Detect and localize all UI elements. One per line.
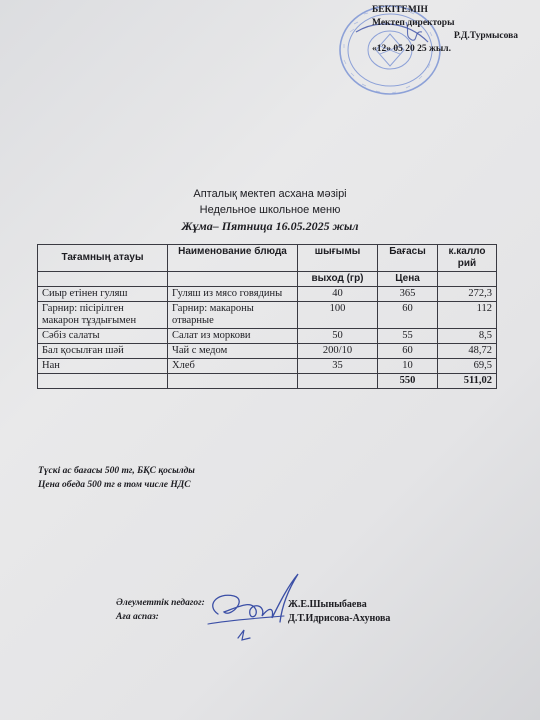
header-kz-name: Тағамның атауы (38, 245, 168, 272)
dish-ru: Чай с медом (168, 344, 298, 359)
table-row (38, 302, 497, 329)
approval-position: Мектеп директоры (372, 18, 455, 28)
dish-kz: Нан (38, 359, 168, 374)
total-empty-1 (38, 374, 168, 389)
name-senior-cook: Д.Т.Идрисова-Ахунова (288, 613, 391, 624)
dish-price: 55 (378, 329, 438, 344)
header-kcal: к.калло рий (438, 245, 497, 272)
dish-kz: Гарнир: пісірілген макарон тұздығымен (38, 302, 168, 329)
dish-ru: Гуляш из мясо говядины (168, 287, 298, 302)
dish-price: 365 (378, 287, 438, 302)
price-note-kz: Түскі ас бағасы 500 тг, БҚС қосылды (38, 466, 195, 476)
dish-price: 10 (378, 359, 438, 374)
subheader-output: выход (гр) (298, 272, 378, 287)
dish-kz: Сиыр етінен гуляш (38, 287, 168, 302)
signature-roles (116, 596, 205, 624)
table-row (38, 359, 497, 374)
menu-table (37, 244, 497, 389)
dish-output: 50 (298, 329, 378, 344)
price-note-ru: Цена обеда 500 тг в том числе НДС (38, 480, 191, 490)
total-empty-2 (168, 374, 298, 389)
approval-title: БЕКІТЕМІН (372, 5, 428, 15)
dish-output: 35 (298, 359, 378, 374)
dish-output: 200/10 (298, 344, 378, 359)
table-subheader-row (38, 272, 497, 287)
table-row (38, 287, 497, 302)
table-row (38, 344, 497, 359)
role-senior-cook: Аға аспаз: (116, 612, 159, 622)
total-price: 550 (378, 374, 438, 389)
total-kcal: 511,02 (438, 374, 497, 389)
subheader-price: Цена (378, 272, 438, 287)
menu-title-ru: Недельное школьное меню (199, 204, 341, 216)
menu-title-kz: Апталық мектеп асхана мәзірі (193, 188, 347, 200)
dish-kcal: 272,3 (438, 287, 497, 302)
name-social-pedagogue: Ж.Е.Шыныбаева (288, 599, 367, 610)
subheader-empty-1 (38, 272, 168, 287)
dish-kz: Сәбіз салаты (38, 329, 168, 344)
dish-output: 100 (298, 302, 378, 329)
dish-ru: Гарнир: макароны отварные (168, 302, 298, 329)
header-price: Бағасы (378, 245, 438, 272)
dish-kcal: 69,5 (438, 359, 497, 374)
total-empty-3 (298, 374, 378, 389)
dish-kcal: 48,72 (438, 344, 497, 359)
header-ru-name: Наименование блюда (168, 245, 298, 272)
dish-kcal: 8,5 (438, 329, 497, 344)
dish-price: 60 (378, 344, 438, 359)
dish-ru: Салат из моркови (168, 329, 298, 344)
dish-ru: Хлеб (168, 359, 298, 374)
subheader-empty-2 (168, 272, 298, 287)
dish-kcal: 112 (438, 302, 497, 329)
role-social-pedagogue: Әлеуметтік педагог: (116, 598, 205, 608)
dish-output: 40 (298, 287, 378, 302)
header-output: шығымы (298, 245, 378, 272)
table-header-row (38, 245, 497, 272)
dish-kz: Бал қосылған шәй (38, 344, 168, 359)
menu-day-date: Жұма– Пятница 16.05.2025 жыл (181, 219, 359, 233)
table-row (38, 329, 497, 344)
approval-name: Р.Д.Турмысова (453, 31, 518, 41)
dish-price: 60 (378, 302, 438, 329)
subheader-empty-3 (438, 272, 497, 287)
signature-names (288, 598, 390, 626)
table-total-row (38, 374, 497, 389)
approval-block (372, 4, 540, 56)
approval-date: «12» 05 20 25 жыл. (372, 44, 452, 54)
